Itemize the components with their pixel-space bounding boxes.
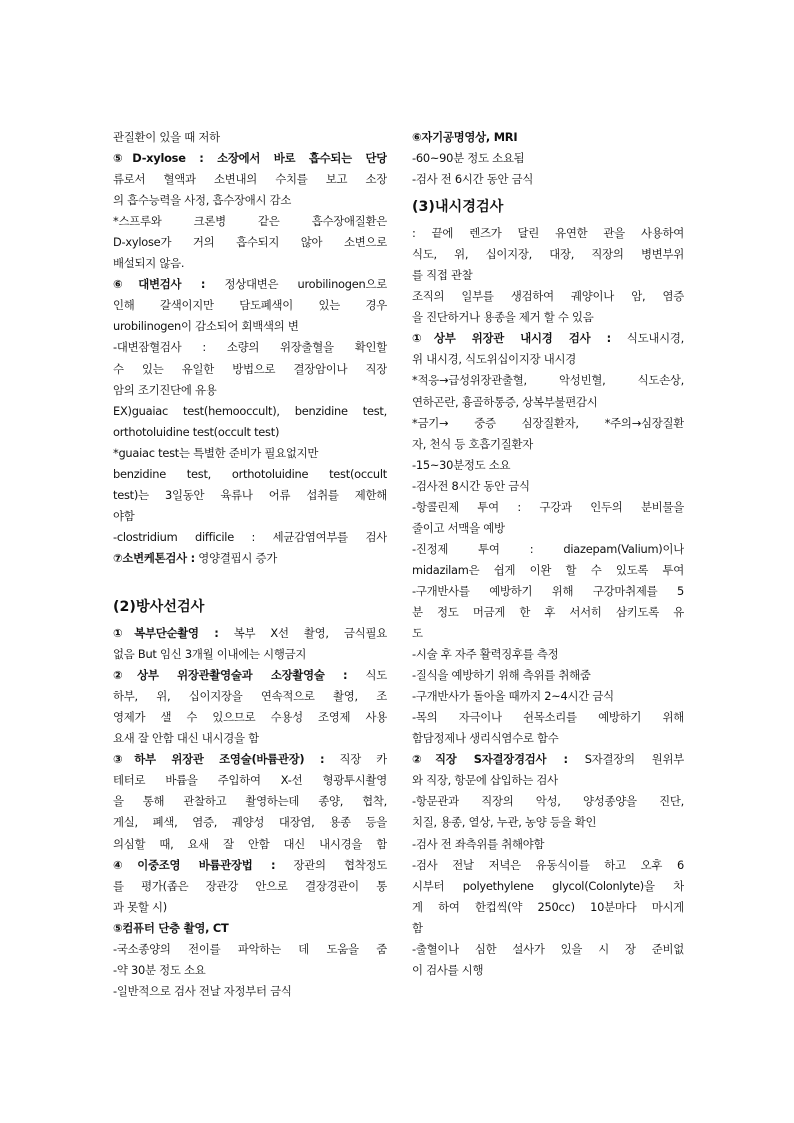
text-line: benzidine test, orthotoluidine test(occult xyxy=(113,466,387,481)
text-line: -검사 전 6시간 동안 금식 xyxy=(412,172,534,187)
text-line: ④이중조영 바륨관장법 : 장관의 협착정도 xyxy=(113,857,387,872)
text-line: -항문관과 직장의 악성, 양성종양을 진단, xyxy=(412,794,684,809)
text-line: ③하부 위장관 조영술(바륨관장) : 직장 카 xyxy=(113,752,387,767)
text-line: 식도, 위, 십이지장, 대장, 직장의 병변부위 xyxy=(412,247,684,262)
section-title-endoscopy: (3)내시경검사 xyxy=(412,199,504,216)
text-line: 을 통해 관찰하고 촬영하는데 종양, 협착, xyxy=(113,794,387,809)
text-line: *금기→ 중증 심장질환자, *주의→심장질환 xyxy=(412,415,684,430)
urine-ketone-line: ⑦소변케톤검사 : 영양결핍시 증가 xyxy=(113,550,277,565)
right-block-a xyxy=(412,127,684,190)
text-line: -검사 전 좌측위를 취해야함 xyxy=(412,836,545,851)
text-line: 함 xyxy=(412,920,423,935)
text-line: 와 직장, 항문에 삽입하는 검사 xyxy=(412,773,558,788)
text-line: -항콜린제 투여 : 구강과 인두의 분비물을 xyxy=(412,499,684,514)
text-line: 조직의 일부를 생검하여 궤양이나 암, 염증 xyxy=(412,289,684,304)
text-line: -대변잠혈검사 : 소량의 위장출혈을 확인할 xyxy=(113,340,387,355)
text-line: -진정제 투여 : diazepam(Valium)이나 xyxy=(412,541,684,556)
text-line: 과 못할 시) xyxy=(113,899,167,914)
text-line: 테터로 바륨을 주입하여 X-선 형광투시촬영 xyxy=(113,773,387,788)
text-line: 이 검사를 시행 xyxy=(412,962,484,977)
text-line: 함담정제나 생리식염수로 함수 xyxy=(412,731,559,746)
text-line: *스프루와 크론병 같은 흡수장애질환은 xyxy=(113,214,387,229)
text-line: 없음 But 임신 3개월 이내에는 시행금지 xyxy=(113,647,307,662)
right-column xyxy=(412,127,684,981)
text-line: 를 직접 관찰 xyxy=(412,268,473,283)
text-line: 분 정도 머금게 한 후 서서히 삼키도록 유 xyxy=(412,604,684,619)
text-line: *guaiac test는 특별한 준비가 필요없지만 xyxy=(113,445,319,460)
text-line: 영제가 샐 수 있으므로 수용성 조영제 사용 xyxy=(113,710,387,725)
text-line: -시술 후 자주 활력징후를 측정 xyxy=(412,647,559,662)
text-line: 인해 갈색이지만 담도폐색이 있는 경우 xyxy=(113,298,387,313)
text-line: 의심할 때, 요새 잘 안함 대신 내시경을 함 xyxy=(113,836,387,851)
text-line: orthotoluidine test(occult test) xyxy=(113,424,280,439)
text-line: -clostridium difficile : 세균감염여부를 검사 xyxy=(113,529,387,544)
left-column xyxy=(113,127,387,1002)
text-line: -구개반사가 돌아올 때까지 2~4시간 금식 xyxy=(412,689,614,704)
text-line: 류로서 혈액과 소변내의 수치를 보고 소장 xyxy=(113,172,387,187)
sigmoidoscopy-heading-line: ②직장 S자결장경검사 : S자결장의 원위부 xyxy=(412,752,684,767)
text-line: -검사 전날 저녁은 유동식이를 하고 오후 6 xyxy=(412,857,684,872)
text-line: 관질환이 있을 때 저하 xyxy=(113,130,220,144)
text-line: ②상부 위장관촬영술과 소장촬영술 : 식도 xyxy=(113,668,387,683)
text-line: -일반적으로 검사 전날 자정부터 금식 xyxy=(113,983,292,998)
text-line: 요새 잘 안함 대신 내시경을 함 xyxy=(113,731,259,746)
text-line: 하부, 위, 십이지장을 연속적으로 촬영, 조 xyxy=(113,689,387,704)
text-line: 줄이고 서맥을 예방 xyxy=(412,520,505,535)
text-line: 게 하여 한컵씩(약 250cc) 10분마다 마시게 xyxy=(412,899,684,914)
left-block-b xyxy=(113,623,387,1002)
spacer xyxy=(113,569,387,590)
text-line: 야함 xyxy=(113,508,135,523)
text-line: urobilinogen이 감소되어 회백색의 변 xyxy=(113,319,299,334)
text-line: -출혈이나 심한 설사가 있을 시 장 준비없 xyxy=(412,941,684,956)
text-line: -질식을 예방하기 위해 측위를 취해줌 xyxy=(412,668,591,683)
text-line: 치질, 용종, 열상, 누관, 농양 등을 확인 xyxy=(412,815,597,830)
text-line: 도 xyxy=(412,626,423,641)
text-line: 을 진단하거나 용종을 제거 할 수 있음 xyxy=(412,310,594,325)
text-line: -15~30분정도 소요 xyxy=(412,457,511,472)
text-line: D-xylose가 거의 흡수되지 않아 소변으로 xyxy=(113,235,387,250)
text-line: -목의 자극이나 쉰목소리를 예방하기 위해 xyxy=(412,710,684,725)
text-line: -국소종양의 전이를 파악하는 데 도움을 줌 xyxy=(113,941,387,956)
text-line: : 끝에 렌즈가 달린 유연한 관을 사용하여 xyxy=(412,226,684,241)
ct-heading-line: ⑤컴퓨터 단층 촬영, CT xyxy=(113,920,229,935)
text-line: ①복부단순촬영 : 복부 X선 촬영, 금식필요 xyxy=(113,626,387,641)
text-line: 배설되지 않음. xyxy=(113,256,185,271)
text-line: -구개반사를 예방하기 위해 구강마취제를 5 xyxy=(412,583,684,598)
text-line: EX)guaiac test(hemooccult), benzidine test, xyxy=(113,403,387,418)
text-line: 수 있는 유일한 방법으로 결장암이나 직장 xyxy=(113,361,387,376)
left-block-a xyxy=(113,127,387,569)
text-line: 암의 조기진단에 유용 xyxy=(113,382,217,397)
d-xylose-heading-line: ⑤D-xylose : 소장에서 바로 흡수되는 단당 xyxy=(113,151,387,166)
text-line: *적응→급성위장관출혈, 악성빈혈, 식도손상, xyxy=(412,373,684,388)
text-line: 연하곤란, 흉골하통증, 상복부불편감시 xyxy=(412,394,598,409)
text-line: 자, 천식 등 호흡기질환자 xyxy=(412,436,534,451)
text-line: 의 흡수능력을 사정, 흡수장애시 감소 xyxy=(113,193,292,208)
right-block-b xyxy=(412,223,684,981)
mri-heading-line: ⑥자기공명영상, MRI xyxy=(412,130,518,144)
stool-test-heading-line: ⑥대변검사 : 정상대변은 urobilinogen으로 xyxy=(113,277,387,292)
section-title-radiology: (2)방사선검사 xyxy=(113,599,205,616)
text-line: -60~90분 정도 소요됨 xyxy=(412,151,525,166)
text-line: 시부터 polyethylene glycol(Colonlyte)을 차 xyxy=(412,878,684,893)
text-line: 를 평가(좁은 장관강 안으로 결장경관이 통 xyxy=(113,878,387,893)
text-line: midazilam은 쉽게 이완 할 수 있도록 투여 xyxy=(412,562,684,577)
text-line: 위 내시경, 식도위십이지장 내시경 xyxy=(412,352,577,367)
text-line: 게실, 폐색, 염증, 궤양성 대장염, 용종 등을 xyxy=(113,815,387,830)
text-line: -검사전 8시간 동안 금식 xyxy=(412,478,530,493)
upper-endoscopy-heading-line: ①상부 위장관 내시경 검사 : 식도내시경, xyxy=(412,331,684,346)
text-line: -약 30분 정도 소요 xyxy=(113,962,206,977)
text-line: test)는 3일동안 육류나 어류 섭취를 제한해 xyxy=(113,487,387,502)
